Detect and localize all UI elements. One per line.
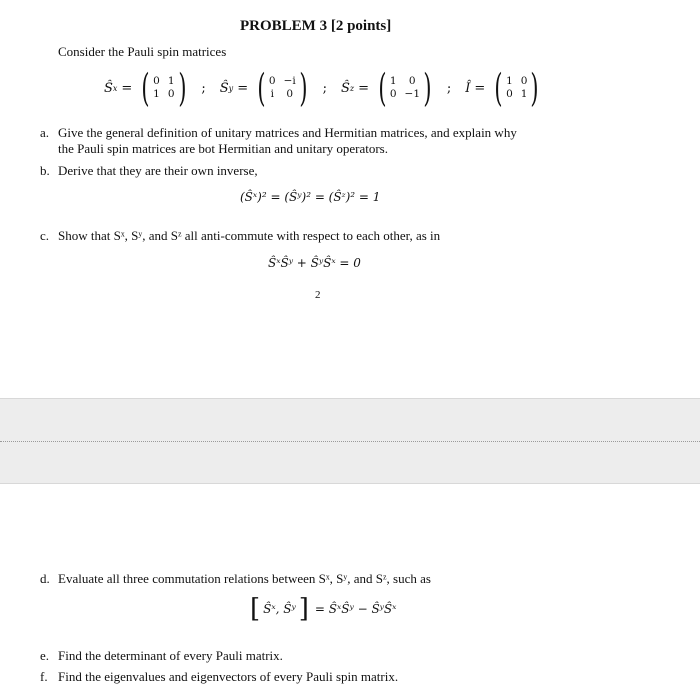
matrix-cell: 0 <box>286 88 294 100</box>
item-c <box>40 228 440 243</box>
matrix-symbol: Ŝ <box>104 80 113 96</box>
pauli-matrices-row <box>104 66 544 110</box>
matrix-cell: 0 <box>408 75 416 87</box>
item-label: c. <box>40 228 50 243</box>
matrix-separator: ; <box>446 80 452 96</box>
matrix-cell: 0 <box>268 75 276 87</box>
matrix-cell: 1 <box>153 88 160 100</box>
matrix-sup: z <box>349 83 355 93</box>
item-label: b. <box>40 163 50 178</box>
page-break-band <box>0 398 700 484</box>
page-number: 2 <box>315 289 321 301</box>
item-label: f. <box>40 669 48 684</box>
intro-text: Consider the Pauli spin matrices <box>58 44 227 59</box>
matrix-cell: 1 <box>389 75 397 87</box>
commutator-rhs: = ŜˣŜʸ − ŜʸŜˣ <box>314 602 397 616</box>
page-break-divider <box>0 441 700 442</box>
item-d-text: Evaluate all three commutation relations between Sˣ, Sʸ, and Sᶻ, such as <box>58 571 431 586</box>
equation-inverse: (Ŝˣ)² = (Ŝʸ)² = (Ŝᶻ)² = 1 <box>240 190 381 204</box>
matrix-cell: 0 <box>520 75 528 87</box>
matrix-sx: Ŝ x = ( 0 1 1 0 ) <box>104 66 187 110</box>
matrix-identity: Î = ( 1 0 0 1 ) <box>465 66 539 110</box>
commutator-inner: Ŝˣ, Ŝʸ <box>263 602 296 616</box>
matrix-sup: y <box>228 83 234 93</box>
item-e <box>40 648 283 663</box>
problem-title: PROBLEM 3 [2 points] <box>240 18 392 34</box>
item-a-line2: the Pauli spin matrices are bot Hermitian and unitary operators. <box>58 141 388 156</box>
matrix-cell: 1 <box>520 88 528 100</box>
item-c-text: Show that Sˣ, Sʸ, and Sᶻ all anti-commute with respect to each other, as in <box>58 228 441 243</box>
item-label: e. <box>40 648 50 663</box>
matrix-symbol: Ŝ <box>219 80 229 96</box>
item-f <box>40 669 398 684</box>
item-a-line1: Give the general definition of unitary matrices and Hermitian matrices, and explain why <box>58 125 517 140</box>
item-d <box>40 571 431 586</box>
matrix-cell: −1 <box>404 88 421 100</box>
matrix-cell: 1 <box>506 75 513 87</box>
equation-commutator: [ Ŝˣ, Ŝʸ ] = ŜˣŜʸ − ŜʸŜˣ <box>250 594 397 624</box>
matrix-cell: 1 <box>167 75 175 87</box>
item-f-text: Find the eigenvalues and eigenvectors of every Pauli spin matrix. <box>58 669 399 684</box>
equation-anticommute: ŜˣŜʸ + ŜʸŜˣ = 0 <box>268 256 361 270</box>
item-e-text: Find the determinant of every Pauli matrix. <box>58 648 283 663</box>
item-label: d. <box>40 571 50 586</box>
matrix-cell: 0 <box>389 88 397 100</box>
item-a <box>40 125 517 140</box>
matrix-cell: 0 <box>153 75 160 87</box>
matrix-sz: Ŝ z = ( 1 0 0 −1 ) <box>340 66 432 110</box>
matrix-sy: Ŝ y = ( 0 −i i 0 ) <box>219 66 308 110</box>
matrix-cell: 0 <box>506 88 513 100</box>
matrix-sup: x <box>112 83 118 93</box>
matrix-separator: ; <box>322 80 327 96</box>
item-label: a. <box>40 125 50 140</box>
matrix-cell: i <box>270 88 274 100</box>
item-a-continued <box>58 141 388 156</box>
matrix-symbol: Î <box>465 80 471 96</box>
item-b <box>40 163 258 178</box>
matrix-symbol: Ŝ <box>340 80 350 96</box>
item-b-text: Derive that they are their own inverse, <box>58 163 258 178</box>
matrix-cell: 0 <box>167 88 175 100</box>
matrix-separator: ; <box>201 80 206 96</box>
matrix-cell: −i <box>283 75 296 87</box>
